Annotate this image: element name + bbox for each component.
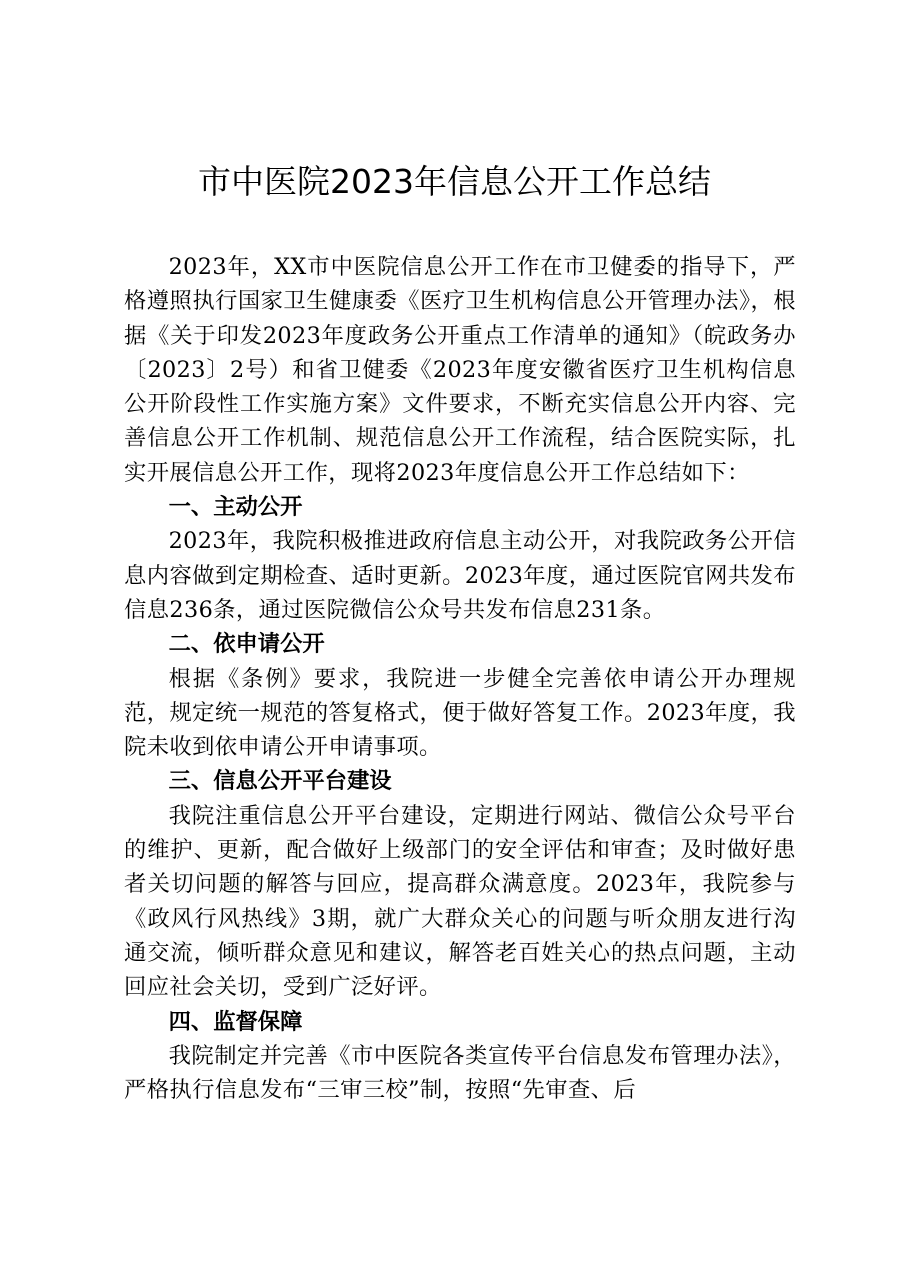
section-paragraph: 我院注重信息公开平台建设，定期进行网站、微信公众号平台的维护、更新，配合做好上级部门的安全评估和审查；及时做好患者关切问题的解答与回应，提高群众满意度。2023年，我院参与《政风行风热线》3期，就广大群众关心的问题与听众朋友进行沟通交流，倾听群众意见和建议，解答老百姓关心的热点问题，主动回应社会关切，受到广泛好评。 [124,802,796,1001]
section-active-disclosure [124,490,796,627]
intro-paragraph: 2023年，XX市中医院信息公开工作在市卫健委的指导下，严格遵照执行国家卫生健康委《医疗卫生机构信息公开管理办法》，根据《关于印发2023年度政务公开重点工作清单的通知》（皖政务办〔2023〕2号）和省卫健委《2023年度安徽省医疗卫生机构信息公开阶段性工作实施方案》文件要求，不断充实信息公开内容、完善信息公开工作机制、规范信息公开工作流程，结合医院实际，扎实开展信息公开工作，现将2023年度信息公开工作总结如下： [124,254,796,486]
section-paragraph: 我院制定并完善《市中医院各类宣传平台信息发布管理办法》，严格执行信息发布“三审三校”制，按照“先审查、后 [124,1042,796,1104]
section-platform-construction [124,764,796,1004]
section-paragraph: 根据《条例》要求，我院进一步健全完善依申请公开办理规范，规定统一规范的答复格式，便于做好答复工作。2023年度，我院未收到依申请公开申请事项。 [124,665,796,761]
section-heading: 四、监督保障 [168,1008,303,1035]
section-request-disclosure [124,627,796,764]
document-title: 市中医院2023年信息公开工作总结 [198,162,711,201]
document-body [124,250,796,1107]
section-heading: 三、信息公开平台建设 [168,768,392,795]
section-paragraph: 2023年，我院积极推进政府信息主动公开，对我院政务公开信息内容做到定期检查、适时更新。2023年度，通过医院官网共发布信息236条，通过医院微信公众号共发布信息231条。 [124,528,796,623]
section-heading: 二、依申请公开 [168,631,325,658]
section-supervision [124,1005,796,1108]
section-heading: 一、主动公开 [168,494,303,521]
